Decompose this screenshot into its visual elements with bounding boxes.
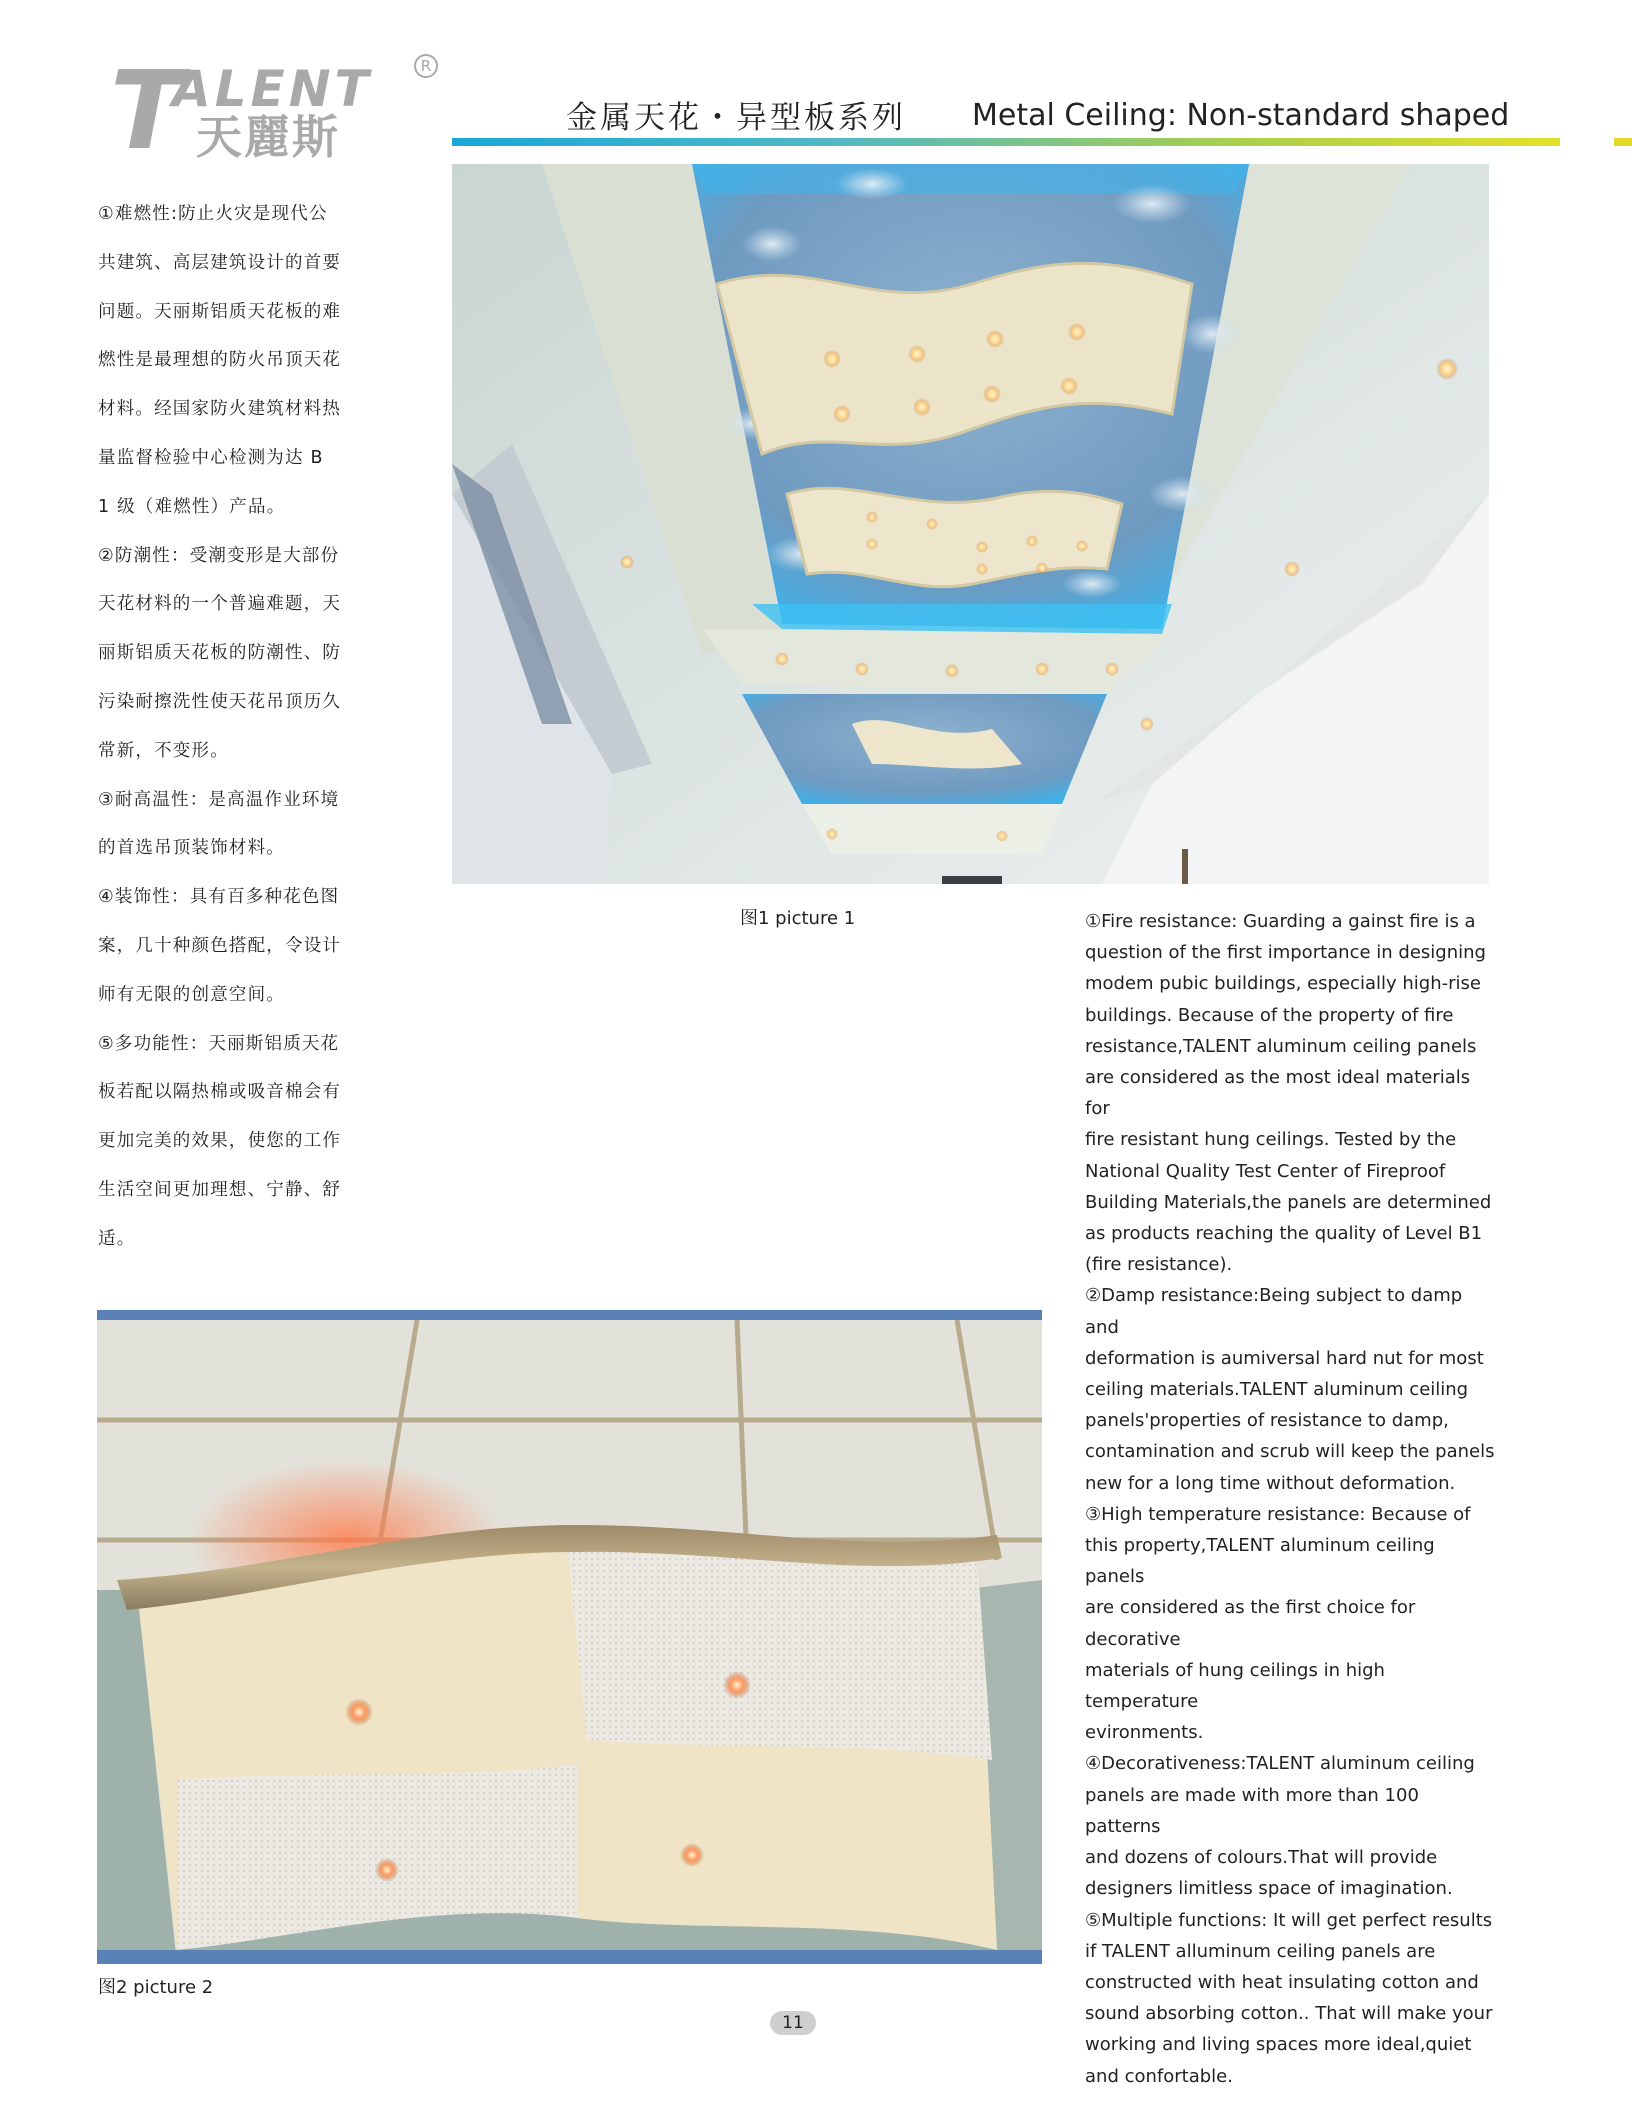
picture-1-illustration [452,164,1489,884]
en-text-line: materials of hung ceilings in high temperature [1085,1659,1385,1713]
en-text-line: working and living spaces more ideal,quiet [1085,2034,1472,2056]
cn-text-line: 丽斯铝质天花板的防潮性、防 [98,643,342,664]
logo-chinese-name: 天麗斯 [196,110,340,164]
en-text-line: are considered as the first choice for decorative [1085,1597,1416,1650]
cn-text-line: 常新，不变形。 [98,740,229,761]
en-text-line: evironments. [1085,1722,1204,1744]
en-text-line: National Quality Test Center of Fireproof [1085,1160,1446,1182]
en-text-line: panels'properties of resistance to damp, [1085,1410,1449,1432]
cn-text-line: 师有无限的创意空间。 [98,984,285,1005]
page-number: 11 [770,2011,816,2035]
picture-2-ceiling-photo [97,1310,1042,1964]
en-text-line: as products reaching the quality of Level B1 [1085,1223,1483,1245]
cn-text-line: 燃性是最理想的防火吊顶天花 [98,350,342,371]
en-text-line: sound absorbing cotton.. That will make your [1085,2003,1493,2025]
registered-mark-icon: R [414,54,438,78]
en-text-line: modem pubic buildings, especially high-rise [1085,973,1481,995]
en-text-line: ③High temperature resistance: Because of [1085,1503,1471,1525]
cn-text-line: 的首选吊顶装饰材料。 [98,838,285,859]
en-text-line: buildings. Because of the property of fire [1085,1004,1454,1026]
en-text-line: ④Decorativeness:TALENT aluminum ceiling [1085,1753,1475,1775]
english-feature-list [1085,906,1495,2092]
cn-text-line: 适。 [98,1228,136,1249]
en-text-line: are considered as the most ideal materials for [1085,1067,1471,1120]
brand-logo [108,49,448,174]
cn-text-line: ③耐高温性：是高温作业环境 [98,789,340,810]
page-title-english: Metal Ceiling: Non-standard shaped [972,98,1510,133]
en-text-line: Building Materials,the panels are determined [1085,1191,1492,1213]
logo-letter-t: T [110,49,180,174]
picture-1-caption: 图1 picture 1 [740,908,856,929]
cn-text-line: 案，几十种颜色搭配，令设计 [98,935,342,956]
en-text-line: fire resistant hung ceilings. Tested by the [1085,1129,1457,1151]
en-text-line: resistance,TALENT aluminum ceiling panels [1085,1035,1477,1057]
en-text-line: if TALENT alluminum ceiling panels are [1085,1940,1436,1962]
cn-text-line: ①难燃性:防止火灾是现代公 [98,204,328,224]
cn-text-line: ④装饰性：具有百多种花色图 [98,887,340,908]
en-text-line: ⑤Multiple functions: It will get perfect results [1085,1909,1493,1931]
en-text-line: constructed with heat insulating cotton and [1085,1971,1479,1993]
en-text-line: ①Fire resistance: Guarding a gainst fire is a [1085,911,1476,932]
cn-text-line: 板若配以隔热棉或吸音棉会有 [98,1082,342,1103]
en-text-line: panels are made with more than 100 patterns [1085,1784,1419,1837]
cn-text-line: 生活空间更加理想、宁静、舒 [98,1179,342,1200]
en-text-line: this property,TALENT aluminum ceiling panels [1085,1535,1435,1588]
en-text-line: and confortable. [1085,2065,1233,2087]
header-rule-end-tab [1614,138,1632,146]
cn-text-line: ②防潮性：受潮变形是大部份 [98,545,340,566]
cn-text-line: 污染耐擦洗性使天花吊顶历久 [98,691,342,712]
cn-text-line: 量监督检验中心检测为达 B [98,447,324,468]
en-text-line: contamination and scrub will keep the panels [1085,1441,1495,1463]
picture-1-ceiling-photo [452,164,1489,884]
picture-2-caption: 图2 picture 2 [98,1977,214,1998]
picture-2-illustration [97,1310,1042,1964]
cn-text-line: 更加完美的效果，使您的工作 [98,1131,342,1152]
cn-text-line: 1 级（难燃性）产品。 [98,496,286,517]
en-text-line: new for a long time without deformation. [1085,1472,1456,1494]
logo-wordmark: ALENT [172,60,373,118]
cn-text-line: 材料。经国家防火建筑材料热 [98,399,342,420]
header-gradient-rule [452,138,1560,146]
chinese-feature-list [98,190,368,1264]
en-text-line: deformation is aumiversal hard nut for most [1085,1347,1484,1369]
cn-text-line: ⑤多功能性：天丽斯铝质天花 [98,1033,340,1054]
page-title-chinese: 金属天花・异型板系列 [566,100,906,136]
en-text-line: and dozens of colours.That will provide [1085,1847,1438,1869]
en-text-line: question of the first importance in designing [1085,942,1486,964]
en-text-line: ceiling materials.TALENT aluminum ceiling [1085,1379,1469,1401]
cn-text-line: 共建筑、高层建筑设计的首要 [98,252,342,273]
cn-text-line: 天花材料的一个普遍难题，天 [98,594,342,615]
en-text-line: designers limitless space of imagination. [1085,1878,1453,1900]
cn-text-line: 问题。天丽斯铝质天花板的难 [98,301,342,322]
en-text-line: ②Damp resistance:Being subject to damp and [1085,1285,1463,1338]
en-text-line: (fire resistance). [1085,1254,1233,1276]
